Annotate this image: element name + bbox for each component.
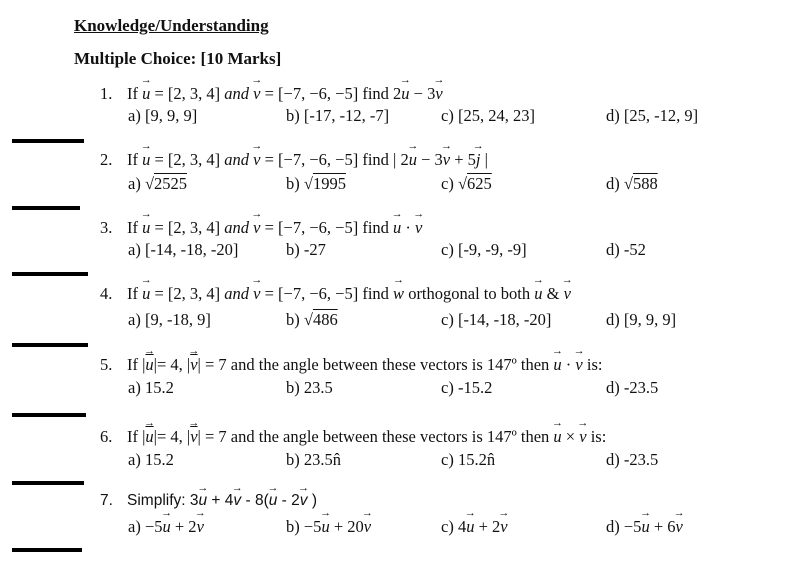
answer-line-7[interactable] bbox=[12, 548, 82, 552]
q7-option-a[interactable]: a) −5→ u + 2→ v bbox=[128, 517, 204, 537]
q1-option-a[interactable]: a) [9, 9, 9] bbox=[128, 106, 198, 125]
question-number: 4. bbox=[100, 284, 113, 303]
part-heading: Multiple Choice: [10 Marks] bbox=[74, 49, 282, 68]
answer-line-5[interactable] bbox=[12, 413, 86, 417]
question-number: 7. bbox=[100, 492, 113, 509]
question-2: 2. If → u = [2, 3, 4] and → v = [−7, −6, −5] find | 2→ u − 3→ v + 5→ j | bbox=[100, 150, 488, 170]
question-number: 5. bbox=[100, 355, 113, 374]
q2-option-c[interactable]: c) √625 bbox=[441, 174, 492, 193]
q6-option-b[interactable]: b) 23.5n̂ bbox=[286, 450, 341, 469]
answer-line-6[interactable] bbox=[12, 481, 84, 485]
q6-option-a[interactable]: a) 15.2 bbox=[128, 450, 174, 469]
q6-option-c[interactable]: c) 15.2n̂ bbox=[441, 450, 496, 469]
question-1: 1. If → u = [2, 3, 4] and → v = [−7, −6, −5] find 2→ u − 3→ v bbox=[100, 84, 443, 104]
answer-line-2[interactable] bbox=[12, 206, 80, 210]
q5-option-b[interactable]: b) 23.5 bbox=[286, 378, 333, 397]
question-6: 6. If |→ $\overline{u}|= 4$, |→ $\overline{v}| = 7$ and the angle between these vectors is 147º then → u × → v is: bbox=[100, 427, 606, 447]
question-number: 1. bbox=[100, 84, 113, 103]
q6-option-d[interactable]: d) -23.5 bbox=[606, 450, 659, 469]
question-number: 3. bbox=[100, 218, 113, 237]
q7-option-b[interactable]: b) −5→ u + 20→ v bbox=[286, 517, 371, 537]
q7-option-c[interactable]: c) 4→ u + 2→ v bbox=[441, 517, 508, 537]
q4-option-a[interactable]: a) [9, -18, 9] bbox=[128, 310, 211, 329]
section-heading: Knowledge/Understanding bbox=[74, 16, 269, 35]
q4-option-c[interactable]: c) [-14, -18, -20] bbox=[441, 310, 552, 329]
answer-line-4[interactable] bbox=[12, 343, 88, 347]
q5-option-a[interactable]: a) 15.2 bbox=[128, 378, 174, 397]
question-number: 2. bbox=[100, 150, 113, 169]
q5-option-d[interactable]: d) -23.5 bbox=[606, 378, 659, 397]
q3-option-b[interactable]: b) -27 bbox=[286, 240, 326, 259]
q3-option-a[interactable]: a) [-14, -18, -20] bbox=[128, 240, 239, 259]
q3-option-d[interactable]: d) -52 bbox=[606, 240, 646, 259]
question-5: 5. If |→ $\overline{u}|= 4$, |→ $\overline{v}| = 7$ and the angle between these vectors is 147º then → u · → v is: bbox=[100, 355, 602, 375]
q2-option-b[interactable]: b) √1995 bbox=[286, 174, 346, 193]
q4-option-d[interactable]: d) [9, 9, 9] bbox=[606, 310, 677, 329]
q1-option-b[interactable]: b) [-17, -12, -7] bbox=[286, 106, 390, 125]
answer-line-3[interactable] bbox=[12, 272, 88, 276]
q3-option-c[interactable]: c) [-9, -9, -9] bbox=[441, 240, 527, 259]
q4-option-b[interactable]: b) √486 bbox=[286, 310, 338, 329]
question-4: 4. If → u = [2, 3, 4] and → v = [−7, −6, −5] find → w orthogonal to both → u & → v bbox=[100, 284, 571, 304]
question-3: 3. If → u = [2, 3, 4] and → v = [−7, −6, −5] find → u · → v bbox=[100, 218, 422, 238]
question-number: 6. bbox=[100, 427, 113, 446]
q2-option-a[interactable]: a) √2525 bbox=[128, 174, 188, 193]
q1-option-d[interactable]: d) [25, -12, 9] bbox=[606, 106, 699, 125]
answer-line-1[interactable] bbox=[12, 139, 84, 143]
q7-option-d[interactable]: d) −5→ u + 6→ v bbox=[606, 517, 683, 537]
q2-option-d[interactable]: d) √588 bbox=[606, 174, 658, 193]
question-7: 7. Simplify: 3→ u + 4→ v - 8(→ u - 2→ v ) bbox=[100, 492, 317, 510]
q5-option-c[interactable]: c) -15.2 bbox=[441, 378, 493, 397]
q1-option-c[interactable]: c) [25, 24, 23] bbox=[441, 106, 535, 125]
